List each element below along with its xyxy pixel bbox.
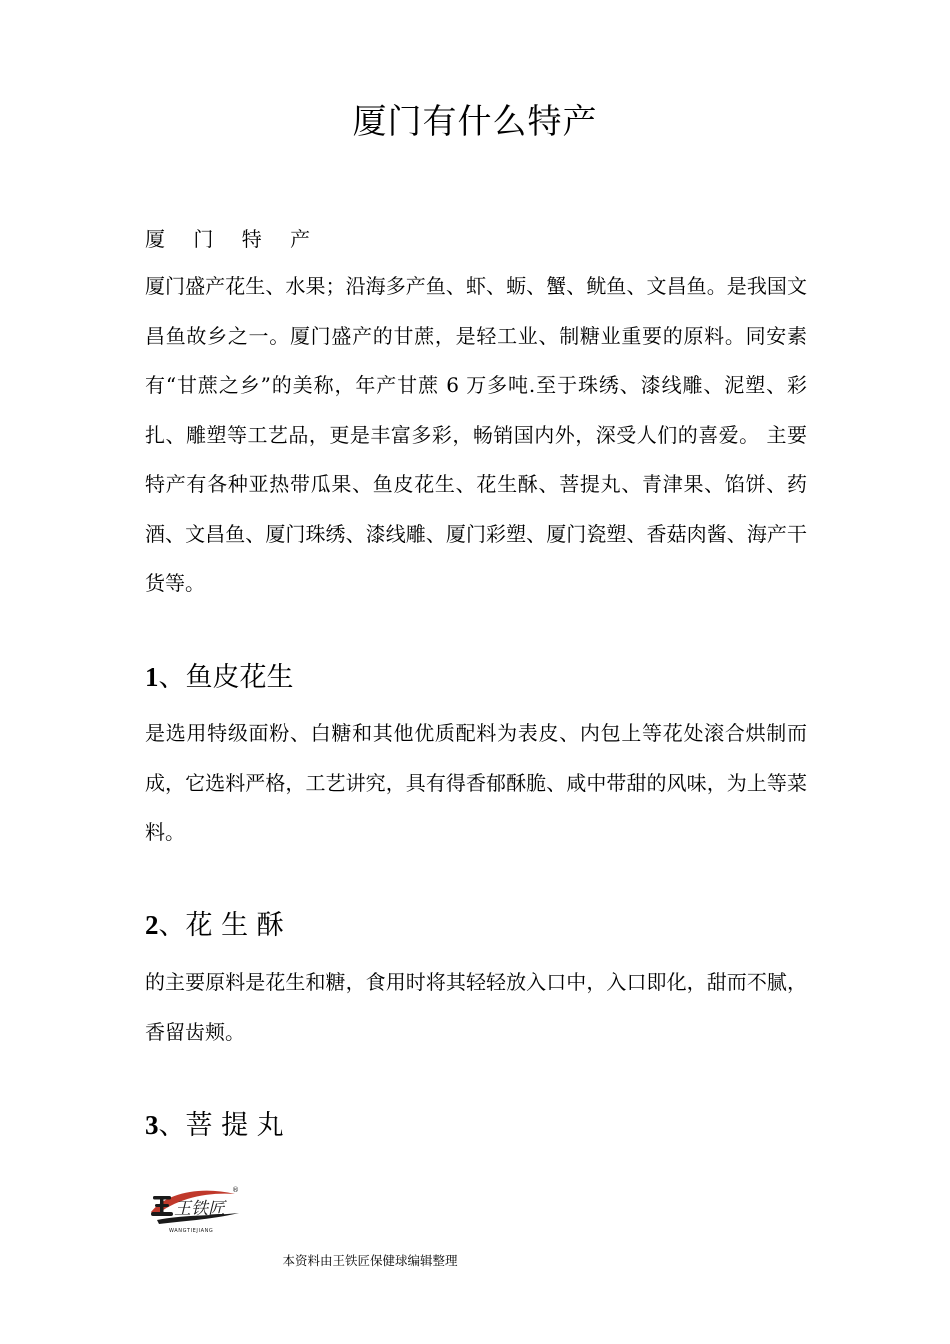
brand-logo xyxy=(147,1182,243,1234)
registered-mark: ® xyxy=(232,1186,239,1194)
section-number: 3 xyxy=(145,1110,159,1140)
section-separator: 、 xyxy=(158,910,186,941)
section-body-1: 是选用特级面粉、白糖和其他优质配料为表皮、内包上等花处滚合烘制而成，它选料严格，工艺讲究，具有得香郁酥脆、咸中带甜的风味，为上等菜料。 xyxy=(145,721,807,844)
intro-paragraph: 厦门盛产花生、水果；沿海多产鱼、虾、蛎、蟹、鱿鱼、文昌鱼。是我国文昌鱼故乡之一。厦门盛产的甘蔗，是轻工业、制糖业重要的原料。同安素有“甘蔗之乡”的美称，年产甘蔗 6 万多吨.至于珠绣、漆线雕、泥塑、彩扎、雕塑等工艺品，更是丰富多彩，畅销国内外，深受人们的喜爱。 主要特产有各种亚热带瓜果、鱼皮花生、花生酥、菩提丸、青津果、馅饼、药酒、文昌鱼、厦门珠绣、漆线雕、厦门彩塑、厦门瓷塑、香菇肉酱、海产干货等。 xyxy=(145,274,807,595)
section-body-2: 的主要原料是花生和糖，食用时将其轻轻放入口中，入口即化，甜而不腻，香留齿颊。 xyxy=(145,970,807,1044)
section-number: 1 xyxy=(145,662,159,692)
section-name: 鱼皮花生 xyxy=(185,662,294,693)
section-separator: 、 xyxy=(158,1110,186,1141)
logo-pinyin: WANGTIEJIANG xyxy=(169,1228,214,1234)
footer-note: 本资料由王铁匠保健球编辑整理 xyxy=(282,1253,458,1268)
section-heading-1 xyxy=(145,655,294,694)
brand-logo-graphic xyxy=(147,1182,243,1234)
subtitle: 厦 门 特 产 xyxy=(145,227,322,251)
section-name: 菩 提 丸 xyxy=(185,1110,284,1141)
section-separator: 、 xyxy=(158,662,186,693)
section-heading-3 xyxy=(145,1103,284,1142)
section-number: 2 xyxy=(145,910,159,940)
section-heading-2 xyxy=(145,903,284,942)
page-title: 厦门有什么特产 xyxy=(352,102,598,142)
logo-wordmark: 王铁匠 xyxy=(174,1199,225,1219)
section-name: 花 生 酥 xyxy=(185,910,284,941)
